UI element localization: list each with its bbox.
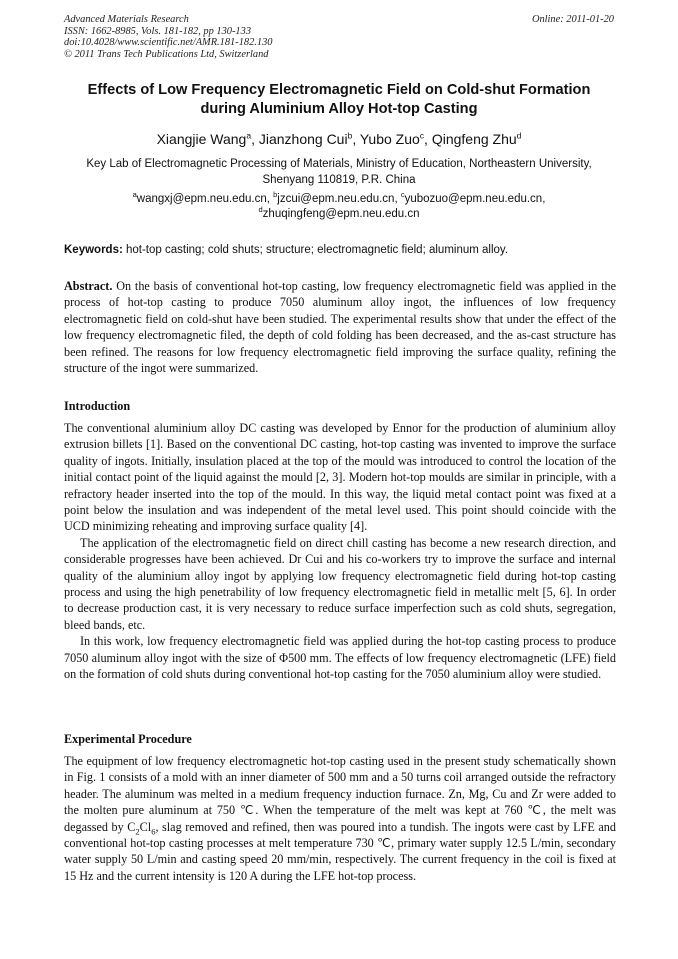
paragraph <box>64 753 616 884</box>
abstract-text: On the basis of conventional hot-top casting, low frequency electromagnetic field was applied in the process of hot-top casting to produce 7050 aluminum alloy ingot, the influences of low frequency electromagnetic field on cold-shut have been studied. The experimental results show that under the effect of the low frequency electromagnetic filed, the depth of cold folding has been decreased, and the as-cast structure has been refined. The reasons for low frequency electromagnetic field improving the surface quality, refining the structure of the ingot were summarized. <box>64 279 616 376</box>
paragraph-text: The equipment of low frequency electromagnetic hot-top casting used in the present study schematically shown in Fig. 1 consists of a mold with an inner diameter of 500 mm and a 50 turns coil arranged outside the refractory header. The aluminum was melted in a medium frequency induction furnace. Zn, Mg, Cu and Zr were added to the molten pure aluminum at 750 ℃. When the temperature of the melt was kept at 760 ℃, the melt was degassed by C <box>64 754 616 834</box>
author-separator: , <box>352 131 360 147</box>
paragraph: The application of the electromagnetic field on direct chill casting has become a new research direction, and considerable progresses have been achieved. Dr Cui and his co-workers try to improve the surface and internal quality of the aluminium alloy ingot by applying low frequency electromagnetic field during hot-top casting process and using the high penetrability of low frequency electromagnetic field in metallic melt [5, 6]. In order to decrease production cast, it is very necessary to reduce surface imperfection such as cold shuts, segregation, bleed bands, etc. <box>64 535 616 632</box>
experimental-body <box>64 753 616 884</box>
affiliation-line-1: Key Lab of Electromagnetic Processing of Materials, Ministry of Education, Northeastern University, <box>86 158 592 170</box>
affiliation-line-2: Shenyang 110819, P.R. China <box>262 174 416 186</box>
abstract <box>64 278 616 376</box>
email-mark: d <box>258 205 263 215</box>
author-separator: , <box>251 131 259 147</box>
keywords-label: Keywords: <box>64 244 123 256</box>
paragraph: The conventional aluminium alloy DC casting was developed by Ennor for the production of aluminium alloy extrusion billets [1]. Based on the conventional DC casting, hot-top casting was invented to improve the surface quality of ingots. Initially, insulation placed at the top of the mould was introduced to control the location of the initial contact point of the liquid against the mould [2, 3]. Modern hot-top moulds are similar in principle, with a refractory header inserted into the top of the mould. In this way, the liquid metal contact point was fixed at a point below the insulation and was independent of the metal level used. This point should coincide with the UCD minimizing reheating and improving surface quality [4]. <box>64 421 616 534</box>
email-link[interactable]: jzcui@epm.neu.edu.cn, <box>277 193 401 205</box>
author-affil-mark: d <box>516 130 522 141</box>
author-affil-mark: a <box>246 130 252 141</box>
online-date: Online: 2011-01-20 <box>531 14 614 25</box>
paragraph-text: Cl <box>139 819 152 834</box>
journal-name: Advanced Materials Research <box>64 14 189 25</box>
email-mark: a <box>132 190 137 200</box>
keywords-text: hot-top casting; cold shuts; structure; electromagnetic field; aluminum alloy. <box>122 244 509 256</box>
doi-line: doi:10.4028/www.scientific.net/AMR.181-182.130 <box>64 37 273 49</box>
email-line-1 <box>56 192 622 207</box>
author-list <box>40 129 638 149</box>
abstract-label: Abstract. <box>64 279 113 293</box>
paragraph-text: , slag removed and refined, then was poured into a tundish. The ingots were cast by LFE and conventional hot-top casting processes at melt temperature 730 ℃, primary water supply 12.5 L/min, secondary water supply 50 L/min and casting speed 20 mm/min, respectively. The current frequency in the coil is fixed at 15 Hz and the current intensity is 120 A during the LFE hot-top process. <box>64 819 616 883</box>
email-link[interactable]: wangxj@epm.neu.edu.cn, <box>136 193 274 205</box>
paragraph: In this work, low frequency electromagnetic field was applied during the hot-top casting process to produce 7050 aluminum alloy ingot with the size of Φ500 mm. The effects of low frequency electromagnetic (LFE) field on the formation of cold shuts during conventional hot-top casting for the 7050 aluminium alloy were studied. <box>64 634 616 682</box>
author-name: Jianzhong Cui <box>258 131 348 147</box>
email-link[interactable]: zhuqingfeng@epm.neu.edu.cn <box>262 208 420 220</box>
affiliation <box>56 156 622 188</box>
keywords <box>64 243 616 258</box>
email-link[interactable]: yubozuo@epm.neu.edu.cn, <box>404 193 546 205</box>
paper-title <box>50 81 628 119</box>
author-emails <box>56 192 622 222</box>
section-heading-introduction: Introduction <box>64 399 131 413</box>
email-mark: b <box>273 190 278 200</box>
author-affil-mark: b <box>347 130 353 141</box>
introduction-body <box>64 420 616 683</box>
journal-meta <box>64 14 272 60</box>
author-name: Yubo Zuo <box>359 131 420 147</box>
issn-line: ISSN: 1662-8985, Vols. 181-182, pp 130-133 <box>64 25 252 37</box>
title-line-2: during Aluminium Alloy Hot-top Casting <box>200 101 478 117</box>
section-heading-experimental: Experimental Procedure <box>64 732 192 746</box>
subscript: 2 <box>135 826 140 837</box>
email-line-2 <box>56 207 622 222</box>
title-line-1: Effects of Low Frequency Electromagnetic Field on Cold-shut Formation <box>87 82 591 98</box>
email-mark: c <box>400 190 405 200</box>
copyright-line: © 2011 Trans Tech Publications Ltd, Switzerland <box>64 48 269 60</box>
subscript: 6 <box>151 826 156 837</box>
author-name: Xiangjie Wang <box>156 131 247 147</box>
author-name: Qingfeng Zhu <box>431 131 517 147</box>
author-separator: , <box>424 131 432 147</box>
author-affil-mark: c <box>419 130 425 141</box>
